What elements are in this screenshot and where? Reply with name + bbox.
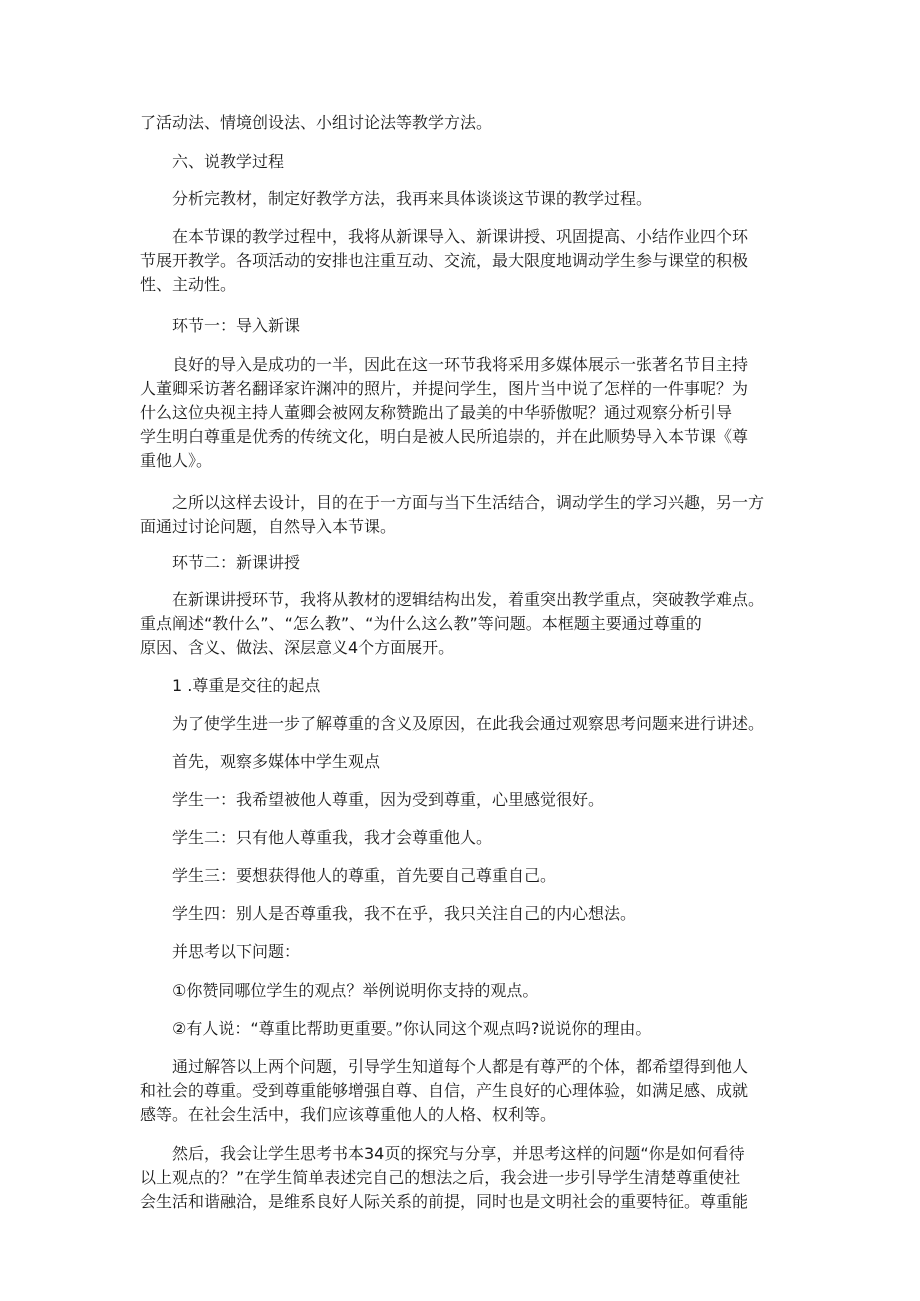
section-heading	[172, 314, 832, 338]
paragraph	[140, 491, 800, 539]
text-line: 六、说教学过程	[172, 152, 285, 171]
text-line: 之所以这样去设计，目的在于一方面与当下生活结合，调动学生的学习兴趣，另一方	[172, 493, 765, 512]
text-line: 人董卿采访著名翻译家许渊冲的照片，并提问学生，图片当中说了怎样的一件事呢？为	[140, 379, 749, 398]
sub-heading	[172, 674, 832, 698]
text-line: 原因、含义、做法、深层意义4个方面展开。	[140, 638, 455, 657]
text-line: 会生活和谐融洽，是维系良好人际关系的前提，同时也是文明社会的重要特征。尊重能	[140, 1192, 749, 1211]
text-line: 环节二：新课讲授	[172, 553, 301, 572]
text-line: 和社会的尊重。受到尊重能够增强自尊、自信，产生良好的心理体验，如满足感、成就	[140, 1081, 749, 1100]
text-line: 重他人》。	[140, 451, 213, 470]
text-line: 面通过讨论问题，自然导入本节课。	[140, 517, 397, 536]
text-line: 学生三：要想获得他人的尊重，首先要自己尊重自己。	[172, 866, 557, 885]
paragraph	[172, 864, 832, 888]
paragraph	[140, 1142, 800, 1214]
list-item	[172, 1017, 832, 1041]
paragraph	[172, 826, 832, 850]
text-line: 然后，我会让学生思考书本34页的探究与分享，并思考这样的问题“你是如何看待	[172, 1144, 745, 1163]
text-line: 首先，观察多媒体中学生观点	[172, 752, 381, 771]
text-line: 为了使学生进一步了解尊重的含义及原因，在此我会通过观察思考问题来进行讲述。	[172, 714, 765, 733]
paragraph	[140, 588, 800, 660]
paragraph	[140, 111, 800, 135]
paragraph	[172, 750, 832, 774]
paragraph	[140, 1055, 800, 1127]
paragraph	[172, 712, 832, 736]
text-line: 节展开教学。各项活动的安排也注重互动、交流，最大限度地调动学生参与课堂的积极	[140, 251, 749, 270]
text-line: 良好的导入是成功的一半，因此在这一环节我将采用多媒体展示一张著名节目主持	[172, 355, 749, 374]
text-line: 学生明白尊重是优秀的传统文化，明白是被人民所追崇的，并在此顺势导入本节课《尊	[140, 427, 749, 446]
text-line: 并思考以下问题：	[172, 942, 301, 961]
text-line: 了活动法、情境创设法、小组讨论法等教学方法。	[140, 113, 493, 132]
section-heading	[172, 551, 832, 575]
list-item	[172, 979, 832, 1003]
text-line: 感等。在社会生活中，我们应该尊重他人的人格、权利等。	[140, 1105, 557, 1124]
text-line: 重点阐述“教什么”、“怎么教”、“为什么这么教”等问题。本框题主要通过尊重的	[140, 614, 702, 633]
text-line: 性、主动性。	[140, 275, 237, 294]
text-line: 什么这位央视主持人董卿会被网友称赞跪出了最美的中华骄傲呢？通过观察分析引导	[140, 403, 733, 422]
text-line: 以上观点的？”在学生简单表述完自己的想法之后，我会进一步引导学生清楚尊重使社	[140, 1168, 741, 1187]
paragraph	[140, 225, 800, 297]
text-line: 环节一：导入新课	[172, 316, 301, 335]
paragraph	[140, 353, 800, 473]
text-line: 学生四：别人是否尊重我，我不在乎，我只关注自己的内心想法。	[172, 904, 637, 923]
text-line: ②有人说：“尊重比帮助更重要。”你认同这个观点吗?说说你的理由。	[172, 1019, 652, 1038]
text-line: 在新课讲授环节，我将从教材的逻辑结构出发，着重突出教学重点，突破教学难点。	[172, 590, 765, 609]
paragraph	[172, 187, 832, 211]
text-line: 通过解答以上两个问题，引导学生知道每个人都是有尊严的个体，都希望得到他人	[172, 1057, 749, 1076]
text-line: ①你赞同哪位学生的观点？举例说明你支持的观点。	[172, 981, 539, 1000]
section-heading	[172, 150, 832, 174]
text-line: 分析完教材，制定好教学方法，我再来具体谈谈这节课的教学过程。	[172, 189, 653, 208]
text-line: 1 .尊重是交往的起点	[172, 676, 321, 695]
paragraph	[172, 902, 832, 926]
text-line: 学生二：只有他人尊重我，我才会尊重他人。	[172, 828, 493, 847]
paragraph	[172, 788, 832, 812]
paragraph	[172, 940, 832, 964]
text-line: 学生一：我希望被他人尊重，因为受到尊重，心里感觉很好。	[172, 790, 605, 809]
text-line: 在本节课的教学过程中，我将从新课导入、新课讲授、巩固提高、小结作业四个环	[172, 227, 749, 246]
